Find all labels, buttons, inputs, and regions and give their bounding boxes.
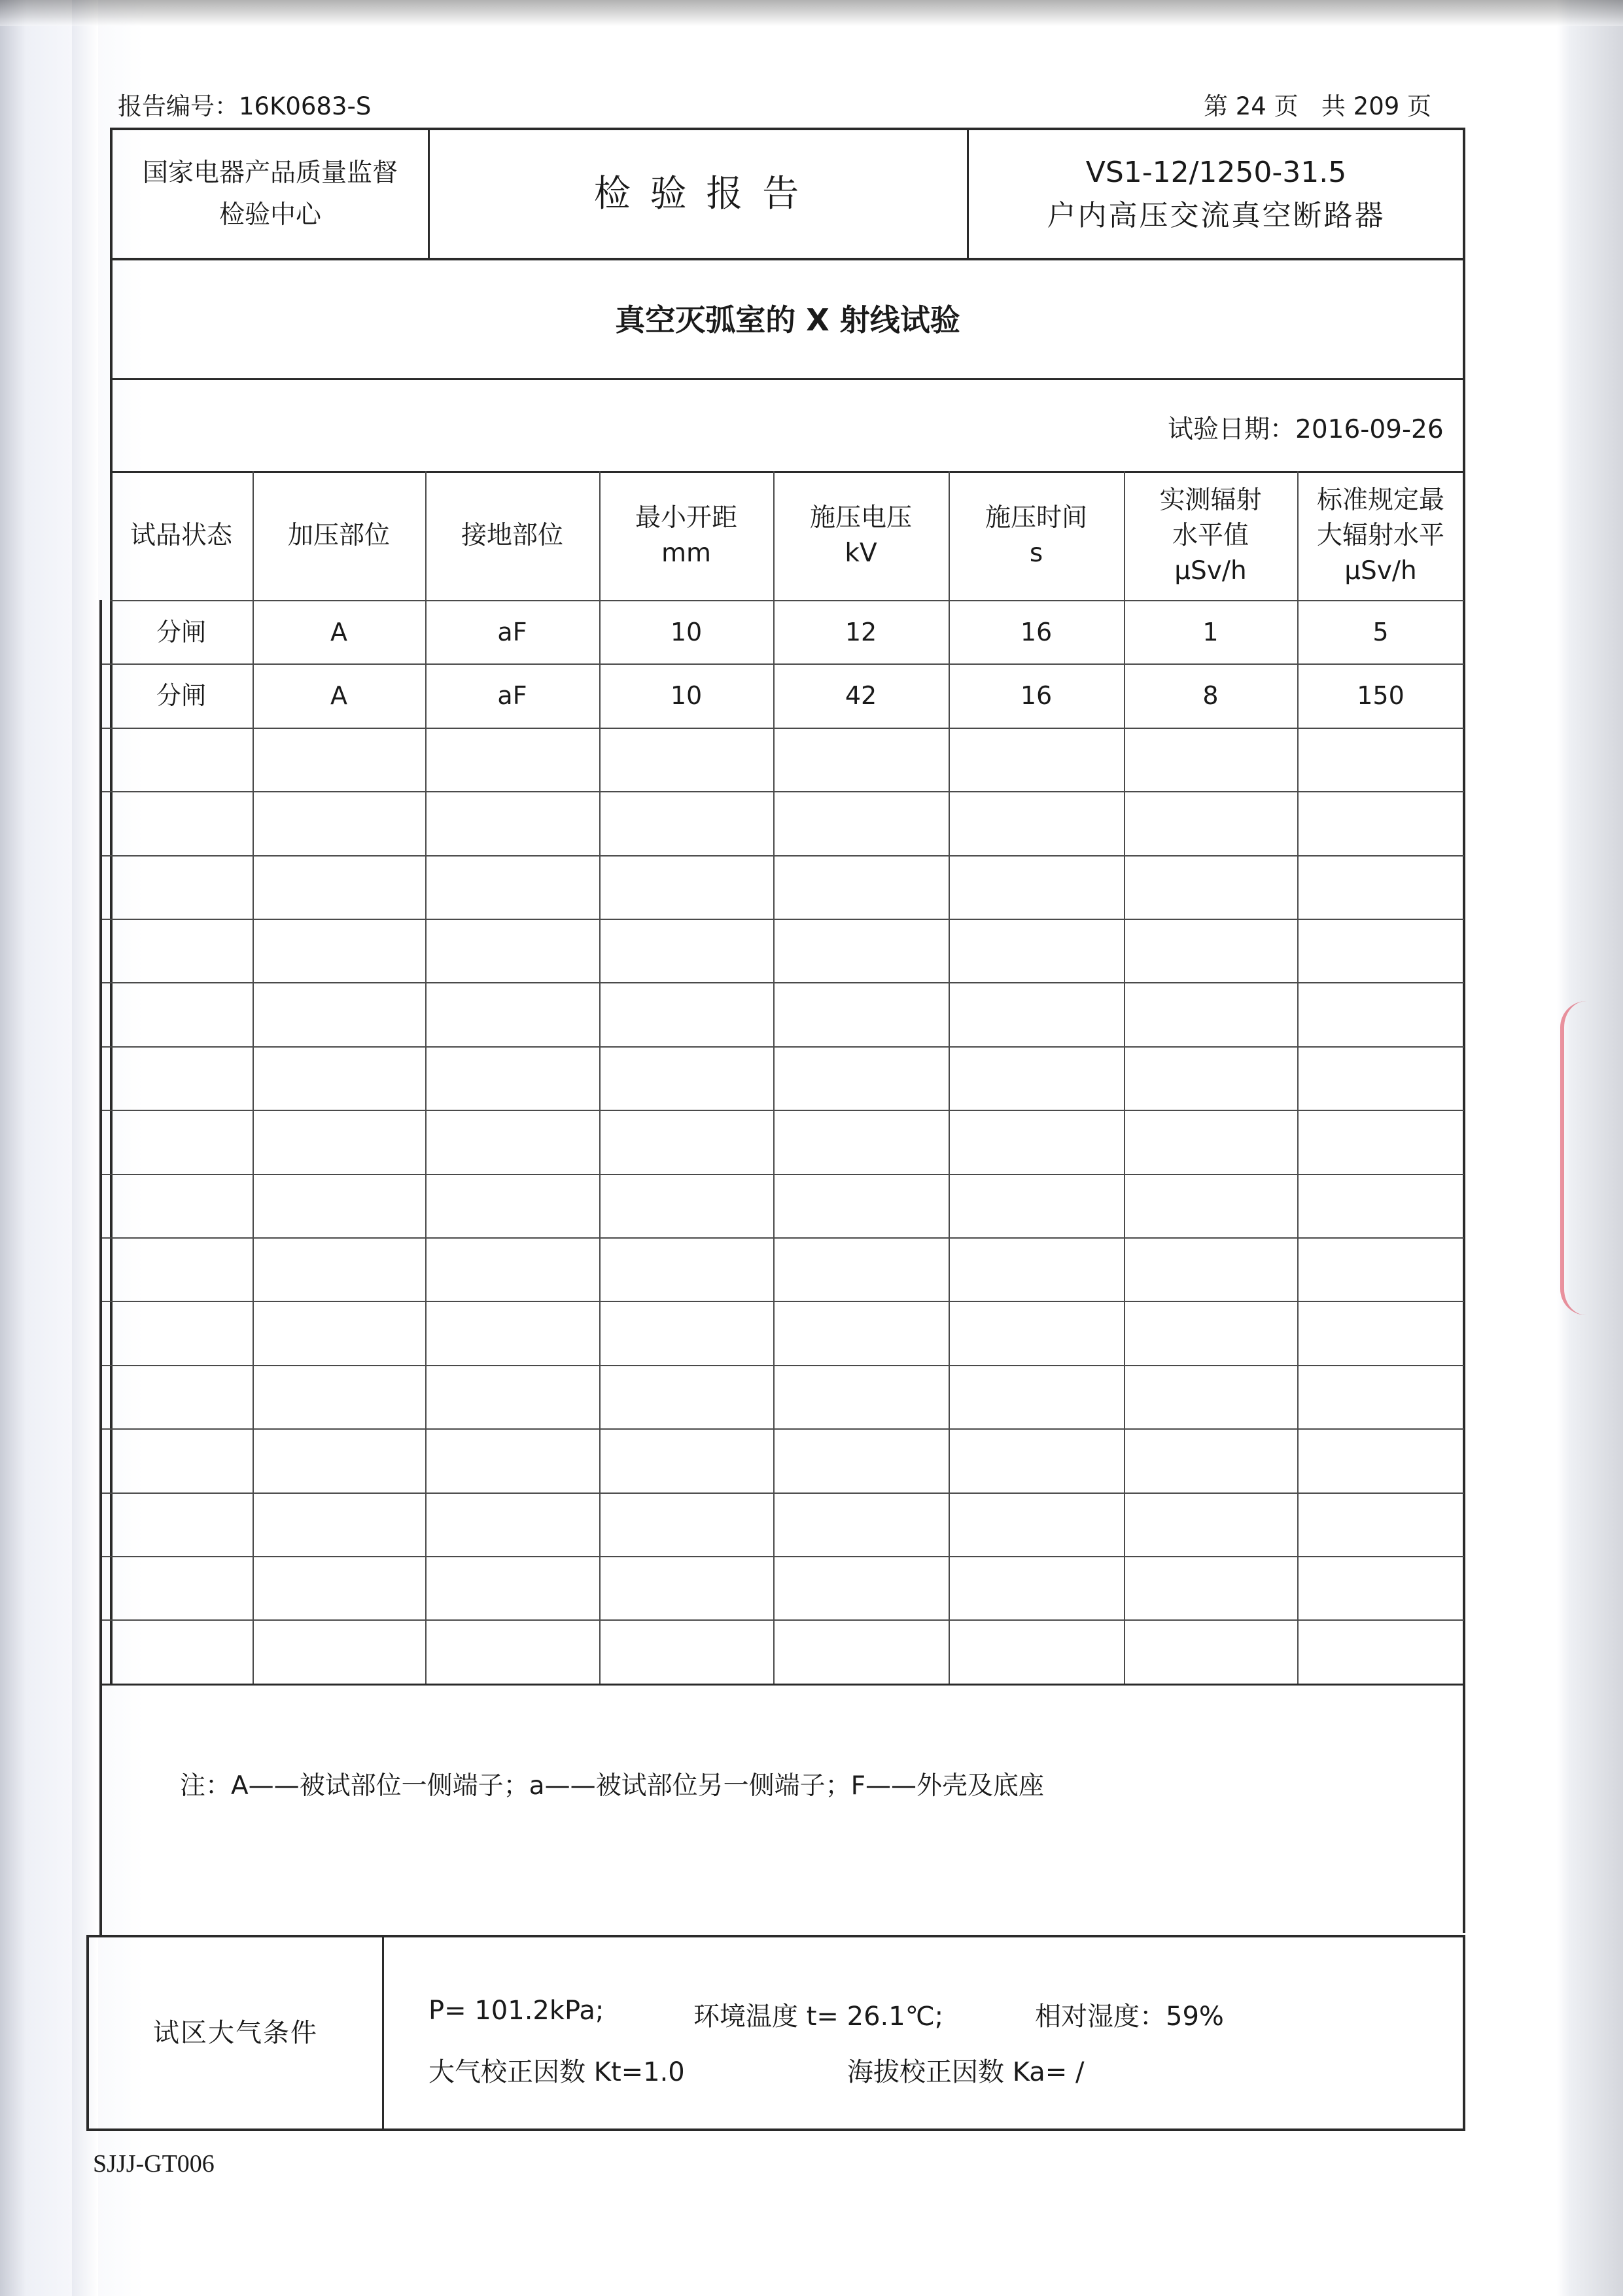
table-row-rule [99,1365,1464,1366]
frame-left-lower [99,600,102,1935]
table-cell: aF [497,617,527,646]
table-header-cell [1297,471,1464,600]
table-row-rule [99,1428,1464,1430]
product-model: VS1-12/1250-31.5 [1085,156,1347,189]
table-cell: 8 [1202,680,1219,710]
humidity-value: 相对湿度：59% [1035,2002,1224,2032]
table-row-rule [99,1301,1464,1302]
table-bottom-rule [99,1684,1465,1686]
table-header-text: 实测辐射 [1159,485,1262,515]
organization-line-1: 国家电器产品质量监督 [142,158,398,188]
table-row-rule [99,1046,1464,1048]
table-row-rule [99,982,1464,983]
table-cell: 16 [1020,617,1053,646]
table-header-text: 施压电压 [809,503,912,533]
table-header-cell [773,471,949,600]
table-cell: A [330,617,347,646]
table-row-rule [99,919,1464,920]
report-number [118,86,371,122]
conditions-label: 试区大气条件 [153,2018,318,2048]
table-cell: 16 [1020,680,1053,710]
scan-top-edge [0,0,1623,26]
table-cell: 5 [1372,617,1389,646]
document-title: 检 验 报 告 [593,173,803,215]
conditions-divider [382,1936,384,2130]
table-header-text: 试品状态 [130,520,232,550]
table-note: 注：A——被试部位一侧端子；a——被试部位另一侧端子；F——外壳及底座 [180,1771,1045,1801]
table-cell: A [330,680,347,710]
table-row-rule [99,791,1464,792]
table-header-text: 水平值 [1172,520,1249,550]
table-cell: 10 [670,617,703,646]
pressure-value: P= 101.2kPa; [428,1996,604,2026]
table-header-cell [425,471,599,600]
temperature-value: 环境温度 t= 26.1℃; [693,2002,944,2032]
table-header-text: s [1029,538,1043,568]
report-number-value: 16K0683-S [239,92,372,120]
table-row-rule [99,1556,1464,1557]
table-header-text: kV [845,538,877,568]
kt-value: 大气校正因数 Kt=1.0 [428,2057,685,2087]
table-header-text: 大辐射水平 [1316,520,1444,550]
ka-value: 海拔校正因数 Ka= / [847,2057,1085,2087]
table-header-cell [253,471,425,600]
table-header-cell [949,471,1124,600]
table-cell: aF [497,680,527,710]
table-row-rule [99,1492,1464,1494]
table-row-rule [99,1237,1464,1239]
table-cell: 42 [845,680,877,710]
table-header-text: mm [661,538,711,568]
table-cell: 150 [1357,680,1405,710]
table-header-text: 标准规定最 [1316,485,1444,515]
page-info: 第 24 页 共 209 页 [1204,92,1432,120]
table-header-cell [110,471,253,600]
test-date-value: 2016-09-26 [1295,415,1444,444]
table-cell: 1 [1202,617,1219,646]
section-title-bottom-rule [110,378,1465,380]
table-row-rule [99,1174,1464,1175]
table-cell: 12 [845,617,877,646]
organization-line-2: 检验中心 [218,200,321,230]
product-name: 户内高压交流真空断路器 [1047,199,1386,232]
table-header-text: 接地部位 [461,520,563,550]
report-number-label: 报告编号： [118,92,239,120]
table-cell: 分闸 [156,617,206,646]
table-header-text: 最小开距 [635,503,737,533]
table-row-rule [99,855,1464,857]
table-header-cell [1124,471,1297,600]
form-code: SJJJ-GT006 [93,2150,215,2178]
table-header-text: μSv/h [1174,556,1247,586]
table-header-text: 施压时间 [985,503,1087,533]
table-row-rule [99,728,1464,729]
section-title: 真空灭弧室的 X 射线试验 [615,302,960,338]
table-cell: 10 [670,680,703,710]
seal-stamp-edge [1560,1001,1623,1315]
organization-name [113,130,428,258]
test-date-label: 试验日期： [1168,415,1296,444]
table-header-text: μSv/h [1344,556,1417,586]
table-row-rule [99,1110,1464,1111]
table-row-rule [99,1619,1464,1621]
test-date [1168,409,1444,446]
product-info [969,130,1463,258]
table-header-text: 加压部位 [287,520,390,550]
table-cell: 分闸 [156,680,206,710]
table-header-cell [599,471,773,600]
